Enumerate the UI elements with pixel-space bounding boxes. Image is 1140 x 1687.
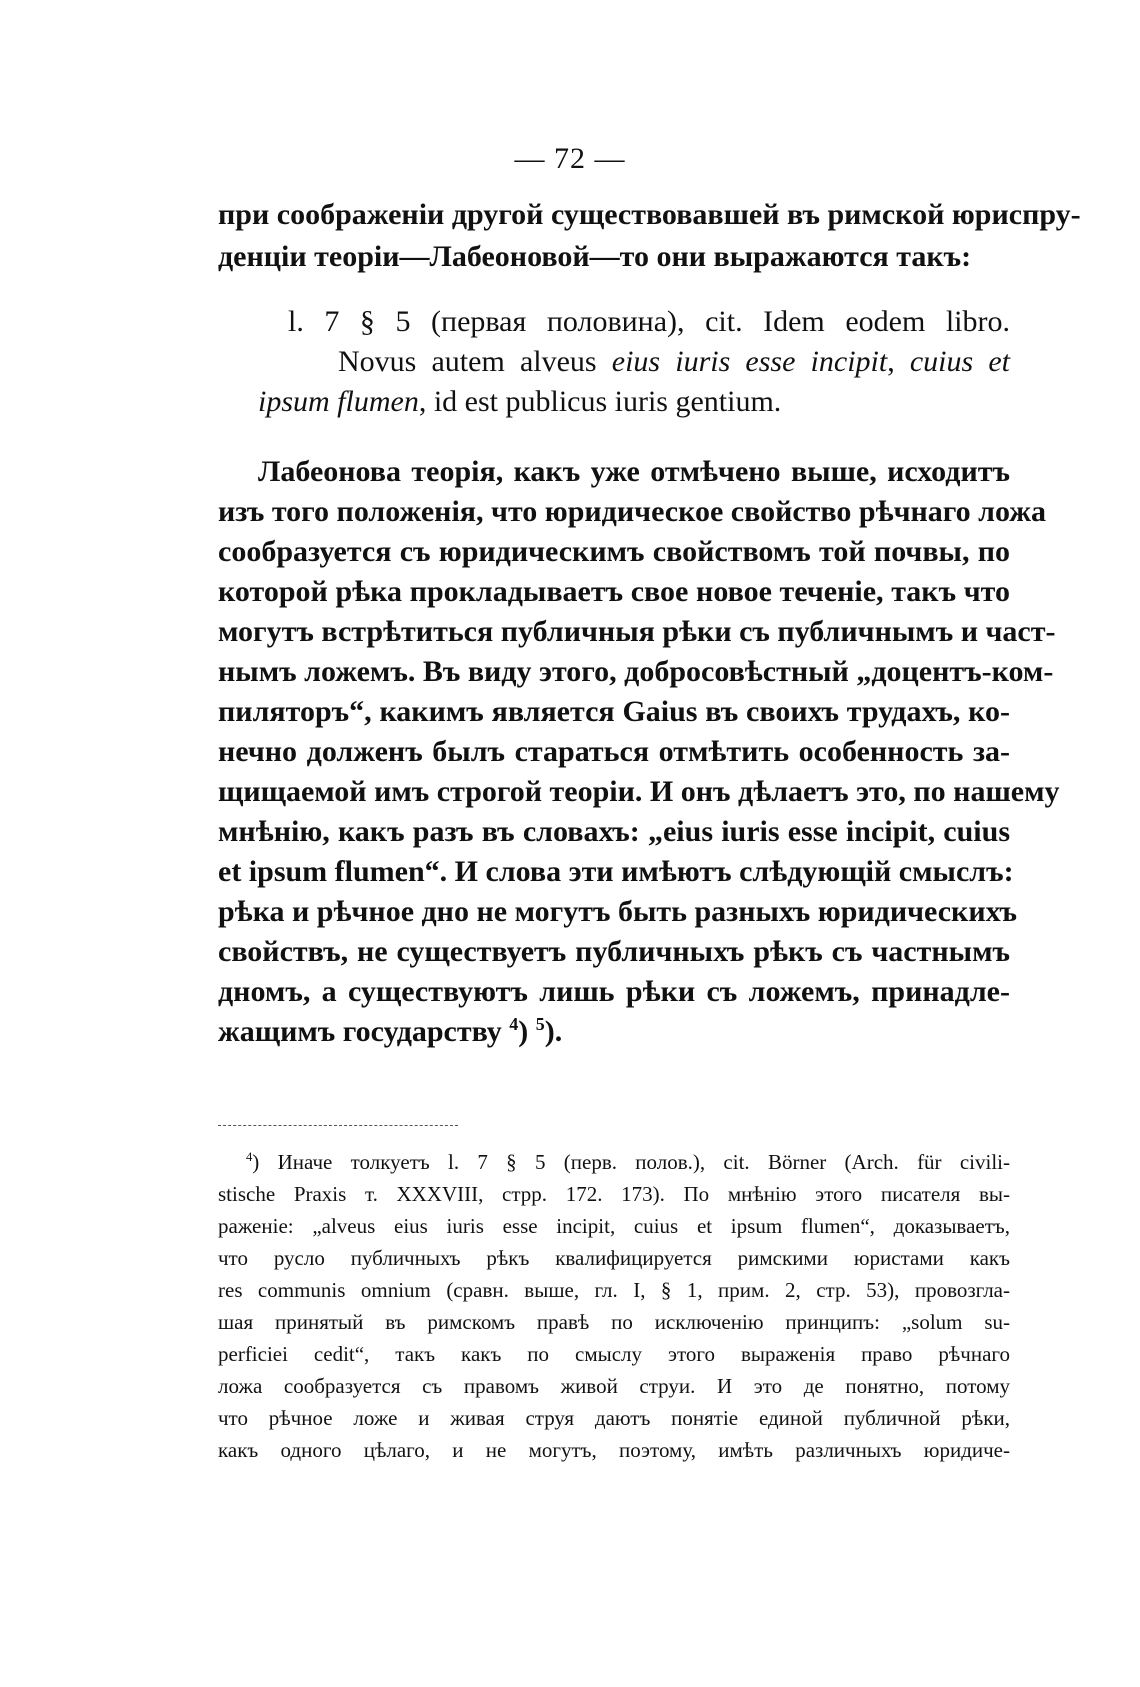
footnote-line-4: что русло публичныхъ рѣкъ квалифицируется римскими юристами какъ <box>218 1246 1010 1270</box>
paragraph-text: ). <box>544 1015 563 1048</box>
footnote-ref: 5 <box>535 1014 545 1034</box>
paragraph-line-5: могутъ встрѣтиться публичныя рѣки съ публичнымъ и част- <box>218 615 1056 648</box>
paragraph-line-13: свойствъ, не существуетъ публичныхъ рѣкъ съ частнымъ <box>218 935 1010 968</box>
paragraph-line-9: щищаемой имъ строгой теоріи. И онъ дѣлаетъ это, по нашему <box>218 775 1060 808</box>
paragraph-line-8: нечно долженъ былъ стараться отмѣтить особенность за- <box>218 735 1010 768</box>
paragraph-line-2: изъ того положенія, что юридическое свойство рѣчнаго ложа <box>218 495 1047 528</box>
paragraph-text: жащимъ государству <box>218 1015 510 1048</box>
paragraph-line-14: дномъ, а существуютъ лишь рѣки съ ложемъ, принадле- <box>218 975 1010 1008</box>
quote-line-1: l. 7 § 5 (первая половина), cit. Idem eodem libro. <box>288 305 1010 338</box>
footnote-ref: 4 <box>509 1014 519 1034</box>
paragraph-line-7: пиляторъ“, какимъ является Gaius въ своихъ трудахъ, ко- <box>218 695 1010 728</box>
footnote-line-9: что рѣчное ложе и живая струя даютъ понятіе единой публичной рѣки, <box>218 1406 1010 1430</box>
footnote-line-1 <box>246 1150 1010 1175</box>
paragraph-line-1: Лабеонова теорія, какъ уже отмѣчено выше, исходитъ <box>258 455 1010 488</box>
paragraph-line-6: нымъ ложемъ. Въ виду этого, добросовѣстный „доцентъ-ком- <box>218 655 1054 688</box>
paragraph-line-11: et ipsum flumen“. И слова эти имѣютъ слѣдующій смыслъ: <box>218 855 1014 888</box>
footnote-line-10: какъ одного цѣлаго, и не могутъ, поэтому, имѣть различныхъ юридиче- <box>218 1438 1010 1462</box>
paragraph-line-15: жащимъ государству $^4$) $^5$). <box>218 1014 563 1048</box>
footnote-line-6: шая принятый въ римскомъ правѣ по исключенію принципъ: „solum su- <box>218 1310 1010 1334</box>
quote-italic-text: ipsum flumen <box>258 385 419 418</box>
quote-text: , id est publicus iuris gentium. <box>418 385 782 418</box>
paragraph-line-3: сообразуется съ юридическимъ свойствомъ той почвы, по <box>218 535 1010 568</box>
footnote-separator <box>218 1125 458 1126</box>
quote-italic-text: eius iuris esse incipit <box>611 345 888 378</box>
footnote-marker: 4 <box>246 1150 253 1164</box>
quote-text: Novus autem alveus <box>338 345 612 378</box>
quote-line-2 <box>338 345 1010 379</box>
footnote-line-3: раженіе: „alveus eius iuris esse incipit, cuius et ipsum flumen“, доказываетъ, <box>218 1214 1010 1238</box>
footnote-line-7: perficiei cedit“, такъ какъ по смыслу этого выраженія право рѣчнаго <box>218 1342 1010 1366</box>
intro-line-2: денціи теоріи—Лабеоновой—то они выражаются такъ: <box>218 240 972 273</box>
quote-italic-text: cuius et <box>909 345 1010 378</box>
footnote-line-2: stische Praxis т. XXXVIII, стрр. 172. 173). По мнѣнію этого писателя вы- <box>218 1182 1010 1206</box>
footnote-line-5: res communis omnium (сравн. выше, гл. I, § 1, прим. 2, стр. 53), провозгла- <box>218 1278 1010 1302</box>
intro-line-1: при соображеніи другой существовавшей въ римской юриспру- <box>218 198 1081 231</box>
quote-text: , <box>887 345 910 378</box>
paragraph-line-4: которой рѣка прокладываетъ свое новое теченіе, такъ что <box>218 575 1010 608</box>
page-number: — 72 — <box>514 142 626 175</box>
footnote-line-8: ложа сообразуется съ правомъ живой струи. И это де понятно, потому <box>218 1374 1010 1398</box>
footnote-text: ) Иначе толкуетъ l. 7 § 5 (перв. полов.), cit. Börner (Arch. für civili- <box>252 1150 1010 1174</box>
quote-line-3 <box>258 385 781 419</box>
paragraph-line-10: мнѣнію, какъ разъ въ словахъ: „eius iuris esse incipit, cuius <box>218 815 1010 848</box>
paragraph-line-12: рѣка и рѣчное дно не могутъ быть разныхъ юридическихъ <box>218 895 1017 928</box>
